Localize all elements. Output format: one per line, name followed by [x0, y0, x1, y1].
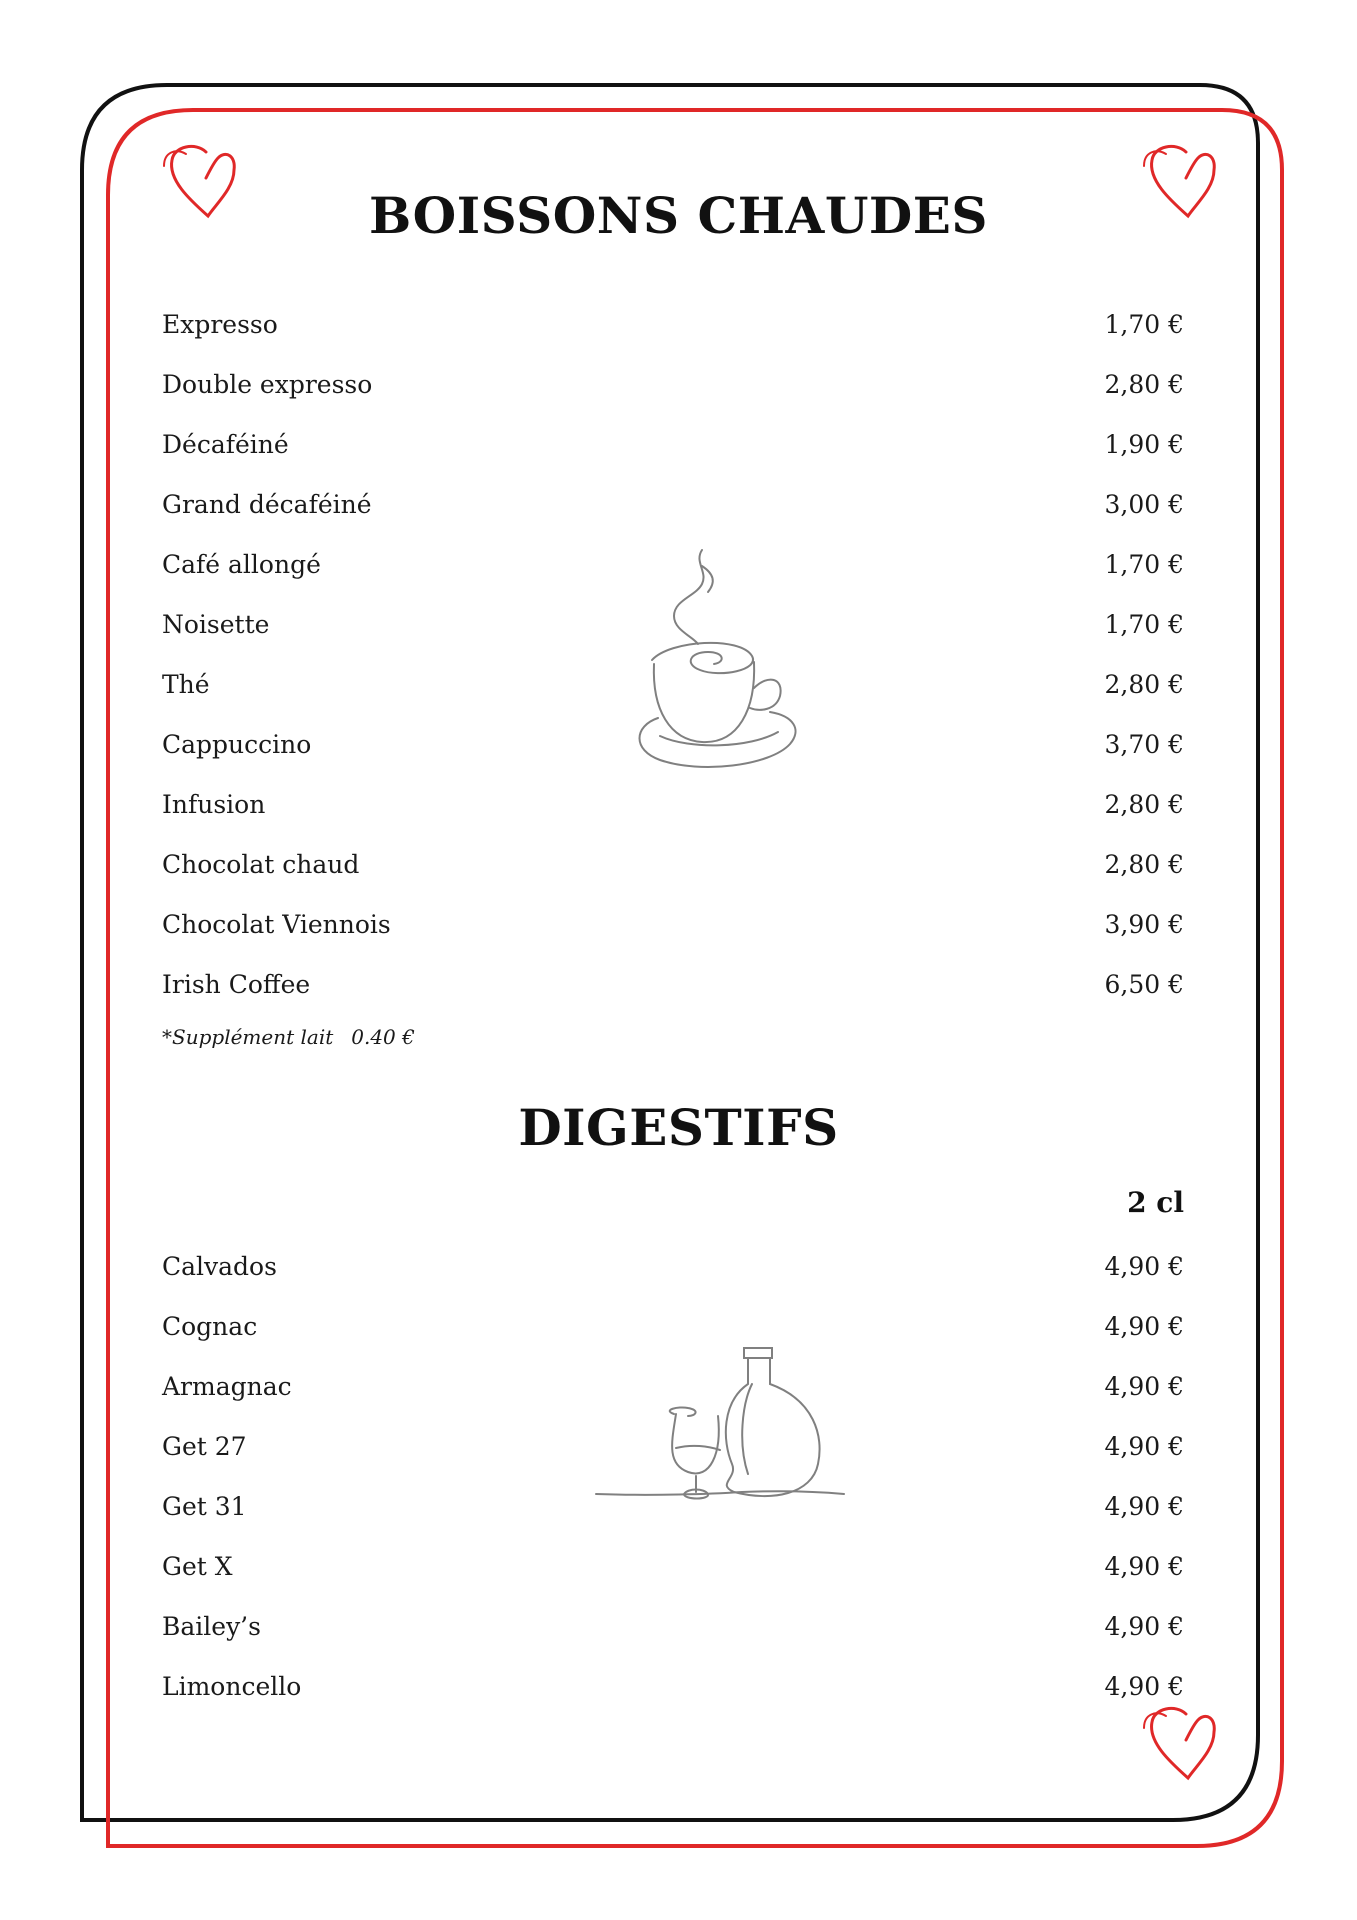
- menu-item-name: Cappuccino: [162, 730, 312, 759]
- menu-item-price: 3,00 €: [1104, 490, 1184, 519]
- note-label: *Supplément lait: [162, 1025, 334, 1049]
- menu-item-price: 4,90 €: [1104, 1432, 1184, 1461]
- menu-item: [162, 965, 1184, 1025]
- menu-item-price: 4,90 €: [1104, 1672, 1184, 1701]
- menu-item-name: Get X: [162, 1552, 233, 1581]
- menu-item-name: Calvados: [162, 1252, 277, 1281]
- menu-item-name: Get 27: [162, 1432, 247, 1461]
- section-title-hot-drinks: BOISSONS CHAUDES: [368, 186, 989, 245]
- menu-item-price: 1,70 €: [1104, 550, 1184, 579]
- menu-item-price: 3,70 €: [1104, 730, 1184, 759]
- menu-item-price: 1,70 €: [1104, 610, 1184, 639]
- menu-item: [162, 1247, 1184, 1307]
- menu-item-price: 3,90 €: [1104, 910, 1184, 939]
- menu-item: [162, 485, 1184, 545]
- menu-item-name: Bailey’s: [162, 1612, 261, 1641]
- menu-item-price: 4,90 €: [1104, 1312, 1184, 1341]
- menu-item-name: Get 31: [162, 1492, 247, 1521]
- menu-item-price: 4,90 €: [1104, 1492, 1184, 1521]
- menu-item-price: 2,80 €: [1104, 790, 1184, 819]
- menu-item-name: Limoncello: [162, 1672, 302, 1701]
- menu-item: [162, 905, 1184, 965]
- menu-item: [162, 305, 1184, 365]
- menu-item-name: Double expresso: [162, 370, 373, 399]
- note-price: 0.40 €: [351, 1025, 415, 1049]
- menu-item-name: Expresso: [162, 310, 278, 339]
- menu-item-price: 2,80 €: [1104, 670, 1184, 699]
- milk-supplement-note: [162, 1025, 415, 1049]
- menu-item-price: 1,70 €: [1104, 310, 1184, 339]
- menu-item: [162, 1547, 1184, 1607]
- menu-item-name: Café allongé: [162, 550, 321, 579]
- menu-item: [162, 365, 1184, 425]
- menu-item-name: Armagnac: [162, 1372, 292, 1401]
- menu-item: [162, 785, 1184, 845]
- menu-item-name: Irish Coffee: [162, 970, 311, 999]
- volume-column-header: 2 cl: [1127, 1186, 1184, 1219]
- menu-item: [162, 845, 1184, 905]
- menu-item-price: 4,90 €: [1104, 1552, 1184, 1581]
- coffee-cup-line-icon: [630, 540, 800, 780]
- menu-item-price: 2,80 €: [1104, 850, 1184, 879]
- menu-item: [162, 1607, 1184, 1667]
- menu-item-name: Cognac: [162, 1312, 258, 1341]
- menu-item-name: Infusion: [162, 790, 266, 819]
- menu-item: [162, 425, 1184, 485]
- menu-item-price: 2,80 €: [1104, 370, 1184, 399]
- menu-item-price: 1,90 €: [1104, 430, 1184, 459]
- menu-item-name: Grand décaféiné: [162, 490, 372, 519]
- section-title-digestifs: DIGESTIFS: [518, 1098, 839, 1157]
- brandy-glass-carafe-line-icon: [592, 1344, 852, 1514]
- menu-item-name: Thé: [162, 670, 210, 699]
- menu-item-price: 4,90 €: [1104, 1252, 1184, 1281]
- menu-item-price: 4,90 €: [1104, 1612, 1184, 1641]
- menu-item-price: 4,90 €: [1104, 1372, 1184, 1401]
- menu-item-name: Noisette: [162, 610, 270, 639]
- menu-item-price: 6,50 €: [1104, 970, 1184, 999]
- menu-item-name: Décaféiné: [162, 430, 289, 459]
- menu-item-name: Chocolat Viennois: [162, 910, 391, 939]
- menu-item-name: Chocolat chaud: [162, 850, 360, 879]
- menu-item: [162, 1667, 1184, 1727]
